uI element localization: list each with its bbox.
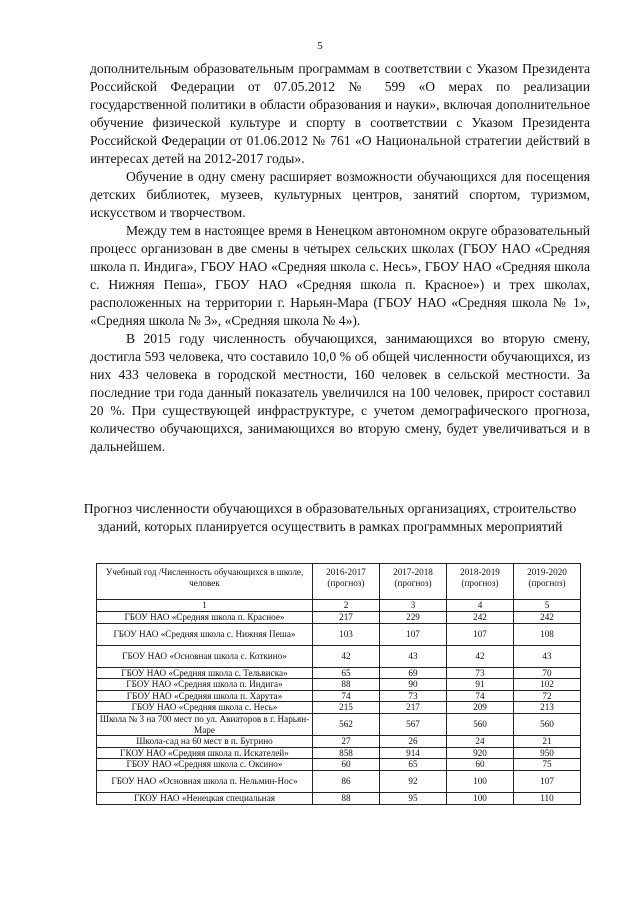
cell-value: 90 [380, 679, 447, 691]
cell-value: 24 [447, 736, 514, 748]
cell-value: 213 [514, 702, 581, 714]
cell-value: 74 [447, 690, 514, 702]
school-name: ГБОУ НАО «Основная школа п. Нельмин-Нос» [97, 770, 313, 792]
cell-value: 103 [313, 623, 380, 645]
paragraph-4: В 2015 году численность обучающихся, занимающихся во вторую смену, достигла 593 человека, что составило 10,0 % об общей численности обучающихся, из них 433 человека в городской местности, 160 человек в сельской местности. За последние три года данный показатель увеличился на 100 человек, прирост составил 20 %. При существующей инфраструктуре, с учетом демографического прогноза, количество обучающихся, занимающихся во вторую смену, будет увеличиваться и в дальнейшем. [90, 331, 590, 454]
table-row [97, 747, 581, 759]
school-name: Школа-сад на 60 мест в п. Бугрино [97, 736, 313, 748]
table-row [97, 667, 581, 679]
paragraph-1: дополнительным образовательным программам в соответствии с Указом Президента Российской Федерации от 07.05.2012 № 599 «О мерах по реализации государственной политики в области образования и науки», включая дополнительное обучение физической культуре и спорту в соответствии с Указом Президента Российской Федерации от 01.06.2012 № 761 «О Национальной стратегии действий в интересах детей на 2012-2017 годы». [90, 61, 590, 166]
table-row [97, 623, 581, 645]
cell-value: 73 [380, 690, 447, 702]
table-row [97, 713, 581, 735]
cell-value: 217 [313, 612, 380, 624]
cell-value: 21 [514, 736, 581, 748]
header-year: 2017-2018 (прогноз) [380, 564, 447, 600]
table-row [97, 645, 581, 667]
forecast-table-container [96, 563, 580, 805]
paragraph-2: Обучение в одну смену расширяет возможности обучающихся для посещения детских библиотек, музеев, культурных центров, занятий спортом, туризмом, искусством и творчеством. [90, 169, 590, 220]
cell-value: 42 [447, 645, 514, 667]
cell-value: 65 [380, 759, 447, 771]
cell-value: 110 [514, 792, 581, 804]
cell-value: 95 [380, 792, 447, 804]
cell-value: 91 [447, 679, 514, 691]
column-number: 2 [313, 600, 380, 612]
table-row [97, 612, 581, 624]
cell-value: 950 [514, 747, 581, 759]
cell-value: 217 [380, 702, 447, 714]
cell-value: 74 [313, 690, 380, 702]
cell-value: 567 [380, 713, 447, 735]
cell-value: 209 [447, 702, 514, 714]
cell-value: 60 [447, 759, 514, 771]
cell-value: 215 [313, 702, 380, 714]
cell-value: 88 [313, 679, 380, 691]
cell-value: 27 [313, 736, 380, 748]
table-row [97, 679, 581, 691]
cell-value: 242 [447, 612, 514, 624]
cell-value: 229 [380, 612, 447, 624]
cell-value: 88 [313, 792, 380, 804]
cell-value: 69 [380, 667, 447, 679]
school-name: ГБОУ НАО «Средняя школа п. Индига» [97, 679, 313, 691]
cell-value: 108 [514, 623, 581, 645]
cell-value: 60 [313, 759, 380, 771]
table-row [97, 690, 581, 702]
cell-value: 73 [447, 667, 514, 679]
table-heading: Прогноз численности обучающихся в образовательных организациях, строительство зданий, которых планируется осуществить в рамках программных мероприятий [83, 501, 577, 534]
school-name: ГБОУ НАО «Средняя школа с. Тельвиска» [97, 667, 313, 679]
cell-value: 92 [380, 770, 447, 792]
cell-value: 242 [514, 612, 581, 624]
body-text [90, 60, 590, 456]
cell-value: 562 [313, 713, 380, 735]
school-name: ГКОУ НАО «Ненецкая специальная [97, 792, 313, 804]
table-header-row [97, 564, 581, 600]
cell-value: 72 [514, 690, 581, 702]
school-name: ГБОУ НАО «Средняя школа с. Несь» [97, 702, 313, 714]
cell-value: 100 [447, 770, 514, 792]
page-number: 5 [317, 40, 323, 52]
school-name: ГКОУ НАО «Средняя школа п. Искателей» [97, 747, 313, 759]
table-row [97, 770, 581, 792]
column-numbers-row [97, 600, 581, 612]
table-row [97, 759, 581, 771]
cell-value: 70 [514, 667, 581, 679]
school-name: ГБОУ НАО «Средняя школа п. Красное» [97, 612, 313, 624]
cell-value: 65 [313, 667, 380, 679]
header-name: Учебный год /Численность обучающихся в школе, человек [97, 564, 313, 600]
school-name: Школа № 3 на 700 мест по ул. Авиаторов в г. Нарьян-Маре [97, 713, 313, 735]
table-row [97, 702, 581, 714]
header-year: 2018-2019 (прогноз) [447, 564, 514, 600]
cell-value: 560 [514, 713, 581, 735]
cell-value: 858 [313, 747, 380, 759]
cell-value: 42 [313, 645, 380, 667]
cell-value: 26 [380, 736, 447, 748]
cell-value: 75 [514, 759, 581, 771]
school-name: ГБОУ НАО «Средняя школа с. Оксино» [97, 759, 313, 771]
cell-value: 102 [514, 679, 581, 691]
table-row [97, 736, 581, 748]
paragraph-3: Между тем в настоящее время в Ненецком автономном округе образовательный процесс организован в две смены в четырех сельских школах (ГБОУ НАО «Средняя школа п. Индига», ГБОУ НАО «Средняя школа с. Несь», ГБОУ НАО «Средняя школа с. Нижняя Пеша», ГБОУ НАО «Средняя школа п. Красное») и трех школах, расположенных на территории г. Нарьян-Мара (ГБОУ НАО «Средняя школа № 1», «Средняя школа № 3», «Средняя школа № 4»). [90, 223, 591, 328]
cell-value: 43 [380, 645, 447, 667]
cell-value: 100 [447, 792, 514, 804]
cell-value: 86 [313, 770, 380, 792]
cell-value: 920 [447, 747, 514, 759]
column-number: 5 [514, 600, 581, 612]
cell-value: 107 [447, 623, 514, 645]
cell-value: 914 [380, 747, 447, 759]
forecast-table [96, 563, 581, 805]
header-year: 2016-2017 (прогноз) [313, 564, 380, 600]
header-year: 2019-2020 (прогноз) [514, 564, 581, 600]
school-name: ГБОУ НАО «Средняя школа с. Нижняя Пеша» [97, 623, 313, 645]
column-number: 4 [447, 600, 514, 612]
cell-value: 107 [514, 770, 581, 792]
school-name: ГБОУ НАО «Основная школа с. Коткино» [97, 645, 313, 667]
cell-value: 43 [514, 645, 581, 667]
cell-value: 560 [447, 713, 514, 735]
school-name: ГБОУ НАО «Средняя школа п. Харута» [97, 690, 313, 702]
cell-value: 107 [380, 623, 447, 645]
column-number: 1 [97, 600, 313, 612]
table-row [97, 792, 581, 804]
column-number: 3 [380, 600, 447, 612]
